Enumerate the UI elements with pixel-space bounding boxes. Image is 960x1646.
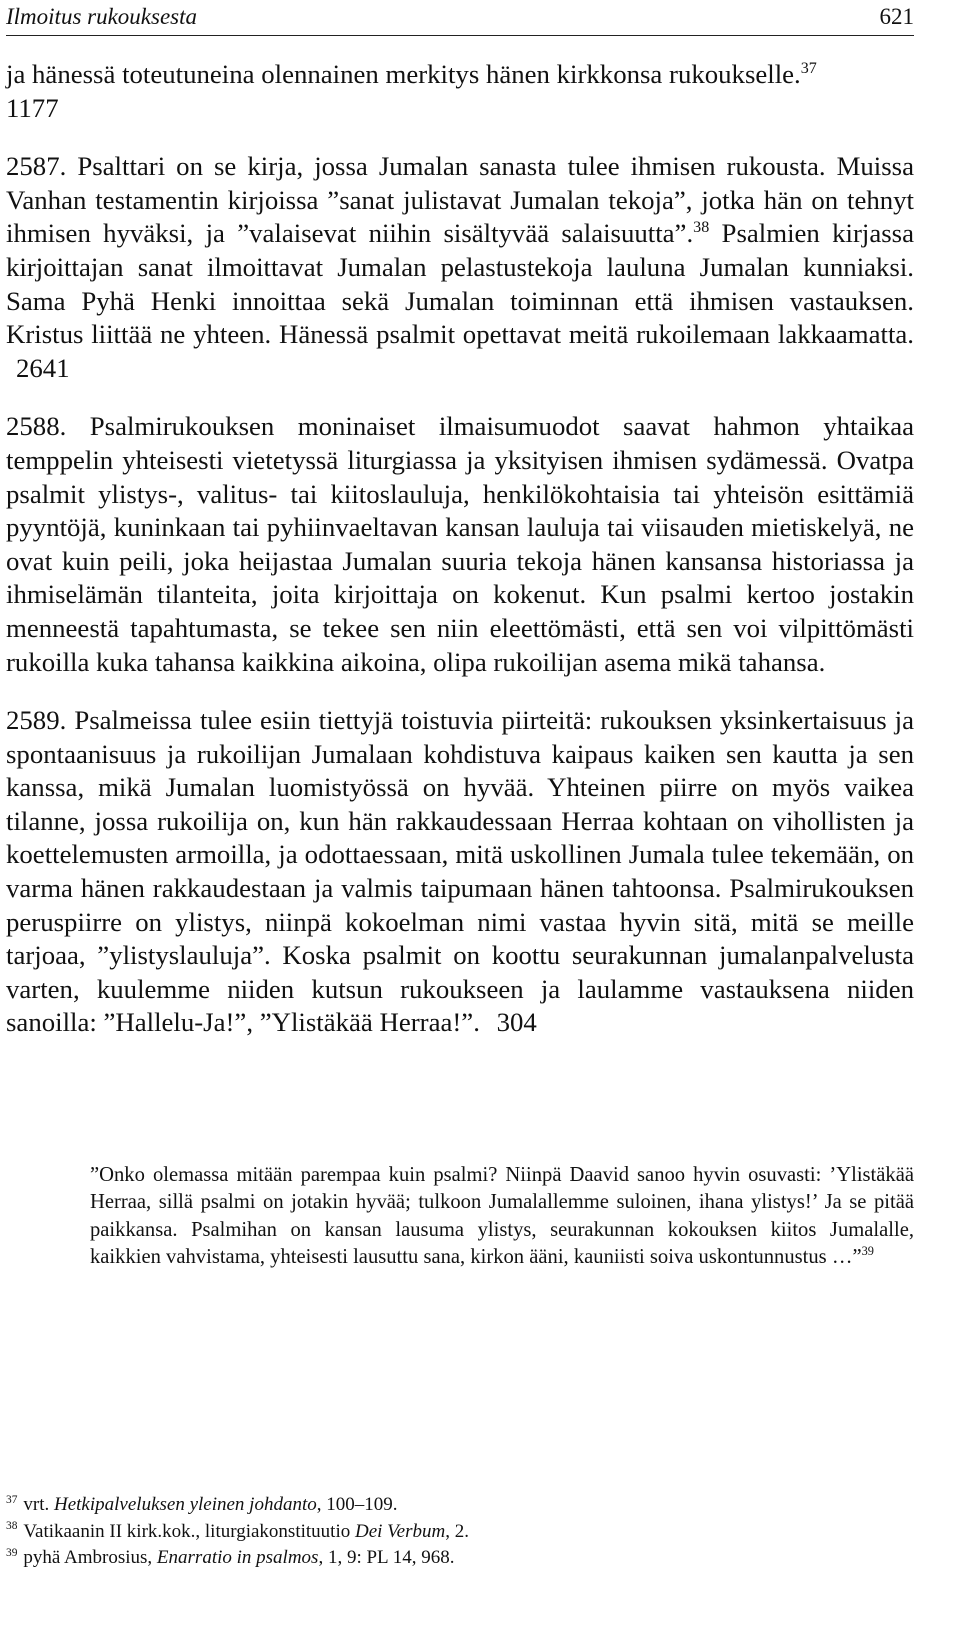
footnote-text: , 100–109. bbox=[316, 1494, 398, 1515]
paragraph-text: 2588. Psalmirukouksen moninaiset ilmaisumuodot saavat hahmon yhtaikaa temppelin yhteisesti vietetyssä liturgiassa ja yksityisen ihmisen sydämessä. Ovatpa psalmit ylistys-, valitus- tai kiitoslauluja, henkilökohtaisia tai yhteisön esittämiä pyyntöjä, kuninkaan tai pyhiinvaeltavan kansan lauluja tai viisauden mietiskelyä, ne ovat kuin peili, joka heijastaa Jumalan suuria tekoja hänen kansansa historiassa ja ihmiselämän tilanteita, joita kirjoittaja on kokenut. Kun psalmi kertoo jostakin menneestä tapahtumasta, se tekee sen niin eleettömästi, että sen voi vilpittömästi rukoilla kuka tahansa kaikkina aikoina, olipa rukoilijan asema mikä tahansa. bbox=[6, 411, 914, 677]
footnote-title: Hetkipalveluksen yleinen johdanto bbox=[54, 1494, 317, 1515]
paragraph-2587 bbox=[6, 150, 914, 385]
paragraph-text: 2587. Psalttari on se kirja, jossa Jumalan sanasta tulee ihmisen rukousta. Muissa Vanhan testamentin kirjoissa ”sanat julistavat Jumalan tekoja”, jotka hän on tehnyt ihmisen hyväksi, ja ”valaisevat niihin sisältyvää salaisuutta”. bbox=[6, 151, 914, 249]
footnote-ref: 38 bbox=[693, 219, 710, 237]
cross-reference: 2641 bbox=[16, 352, 70, 383]
footnote-text: pyhä Ambrosius, bbox=[23, 1547, 157, 1569]
footnote-text: vrt. bbox=[23, 1494, 54, 1515]
cross-reference: 304 bbox=[496, 1007, 537, 1038]
footnote-number: 39 bbox=[6, 1546, 18, 1559]
footnote-title: Dei Verbum bbox=[354, 1520, 446, 1542]
paragraph-2588 bbox=[6, 410, 914, 679]
footnote-number: 38 bbox=[6, 1520, 18, 1533]
footnote-text: Vatikaanin II kirk.kok., liturgiakonstituutio bbox=[23, 1520, 355, 1542]
paragraph-text: Psalmien kirjassa kirjoittajan sanat ilmoittavat Jumalan pelastustekoja lauluna Jumalan kunniaksi. Sama Pyhä Henki innoittaa sekä Jumalan toiminnan että ihmisen vastauksen. Kristus liittää ne yhteen. Hänessä psalmit opettavat meitä rukoilemaan lakkaamatta. bbox=[6, 218, 914, 350]
cross-reference: 1177 bbox=[6, 92, 59, 123]
running-header bbox=[6, 2, 914, 36]
footnote-37 bbox=[6, 1492, 914, 1519]
paragraph-text: 2589. Psalmeissa tulee esiin tiettyjä toistuvia piirteitä: rukouksen yksinkertaisuus ja spontaanisuus ja rukoilijan Jumalaan kohdistuva kaipaus kaiken sen kautta ja sen kanssa, mikä Jumalan luomistyössä on hyvää. Yhteinen piirre on myös vaikea tilanne, jossa rukoilija on, kun hän rakkaudessaan Herraa kohtaan on vihollisten ja koettelemusten armoilla, ja odottaessaan, mitä uskollinen Jumala tulee tekemään, on varma hänen rakkaudestaan ja valmis taipumaan hänen tahtoonsa. Psalmirukouksen peruspiirre on ylistys, niinpä kokoelman nimi vastaa hyvin sitä, mitä se meille tarjoaa, ”ylistyslauluja”. Koska psalmit on koottu seurakunnan jumalanpalvelusta varten, kuulemme niiden kutsun rukoukseen ja laulamme vastauksena niiden sanoilla: ”Hallelu-Ja!”, ”Ylistäkää Herraa!”. bbox=[6, 705, 914, 1038]
footnote-text: , 1, 9: PL 14, 968. bbox=[318, 1547, 455, 1569]
footnote-number: 37 bbox=[6, 1493, 18, 1506]
main-text bbox=[6, 58, 914, 1065]
footnotes bbox=[6, 1492, 914, 1572]
paragraph-2589 bbox=[6, 704, 914, 1040]
footnote-title: Enarratio in psalmos bbox=[156, 1547, 319, 1569]
footnote-ref: 39 bbox=[861, 1244, 874, 1259]
paragraph-text: ja hänessä toteutuneina olennainen merkitys hänen kirkkonsa rukoukselle. bbox=[6, 59, 801, 89]
paragraph-continuation bbox=[6, 58, 914, 125]
footnote-38 bbox=[6, 1519, 914, 1546]
page-number: 621 bbox=[879, 4, 914, 29]
footnote-39 bbox=[6, 1545, 914, 1572]
running-title: Ilmoitus rukouksesta bbox=[6, 4, 198, 29]
block-quote bbox=[90, 1162, 914, 1271]
quote-text: ”Onko olemassa mitään parempaa kuin psalmi? Niinpä Daavid sanoo hyvin osuvasti: ’Ylistäkää Herraa, sillä psalmi on jotakin hyvää; tulkoon Jumalallemme suloinen, ihana ylistys!’ Ja se pitää paikkansa. Psalmihan on kansan lausuma ylistys, seurakunnan kokouksen kiitos Jumalalle, kaikkien vahvistama, yhteisesti lausuttu sana, kirkon ääni, kauniisti soiva uskontunnustus …” bbox=[90, 1164, 914, 1268]
footnote-ref: 37 bbox=[800, 60, 817, 78]
footnote-text: , 2. bbox=[445, 1520, 469, 1542]
